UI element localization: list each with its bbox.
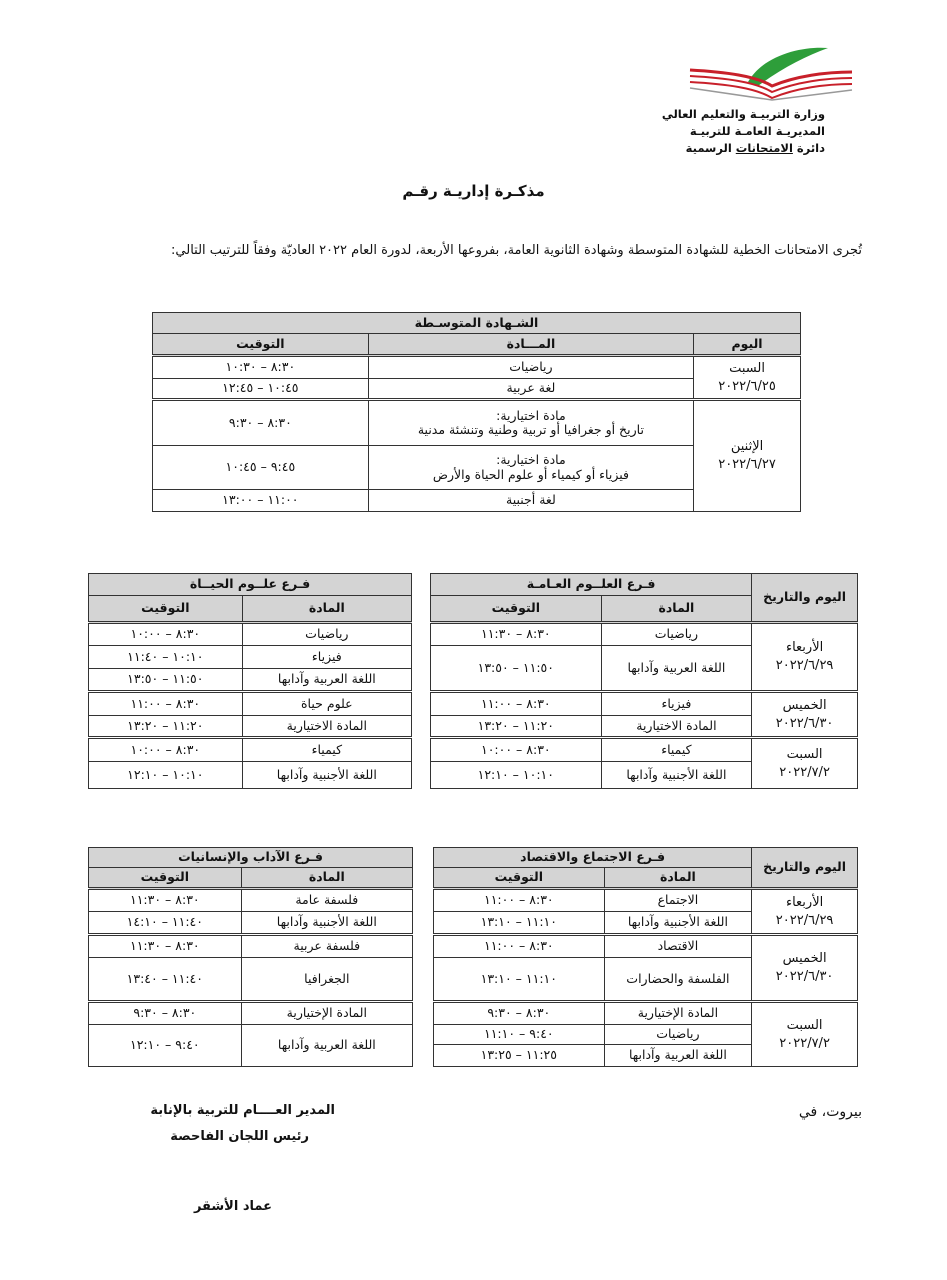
subject-cell: الجغرافيا [241,958,412,1002]
col-subject-header: المادة [241,868,412,889]
subject-cell: رياضيات [604,1025,752,1045]
col-time-header: التوقيت [89,596,243,623]
subject-cell: الفلسفة والحضارات [604,958,752,1002]
time-cell: ١١:٤٠ – ١٣:٤٠ [89,958,242,1002]
brevet-title: الشـهادة المتوسـطة [153,313,801,334]
subject-cell: اللغة الأجنبية وآدابها [601,762,752,789]
signatory-title-2: رئيس اللجان الفاحصة [170,1129,309,1144]
time-cell: ١٠:١٠ – ١١:٤٠ [89,646,243,669]
intro-paragraph: تُجرى الامتحانات الخطية للشهادة المتوسطة وشهادة الثانوية العامة، بفروعها الأربعة، لدورة العام ٢٠٢٢ العاديّة وفقاً للترتيب التالي: [171,243,862,258]
subject-cell: المادة الاختيارية [242,716,411,738]
subject-cell: اللغة الأجنبية وآدابها [241,912,412,935]
time-cell: ١٠:٤٥ – ١٢:٤٥ [153,379,369,400]
time-cell: ٨:٣٠ – ١١:٣٠ [431,623,602,646]
signatory-name: عماد الأشقر [193,1199,272,1214]
time-cell: ٨:٣٠ – ٩:٣٠ [89,1002,242,1025]
subject-cell: فيزياء [601,692,752,716]
col-time-header: التوقيت [434,868,605,889]
time-cell: ٨:٣٠ – ١١:٣٠ [89,889,242,912]
time-cell: ٨:٣٠ – ١١:٣٠ [89,935,242,958]
subject-cell: فيزياء [242,646,411,669]
col-time-header: التوقيت [431,596,602,623]
sociology-economics-table [433,847,858,1067]
day-date-cell: الخميس ٢٠٢٢/٦/٣٠ [752,935,858,1002]
time-cell: ٨:٣٠ – ١١:٠٠ [89,692,243,716]
subject-cell: مادة اختيارية: تاريخ أو جغرافيا أو تربية وطنية وتنشئة مدنية [368,400,693,446]
subject-cell: كيمياء [601,738,752,762]
time-cell: ١١:٤٠ – ١٤:١٠ [89,912,242,935]
day-date-cell: السبت ٢٠٢٢/٦/٢٥ [694,356,801,400]
subject-cell: المادة الإختيارية [241,1002,412,1025]
time-cell: ١٠:١٠ – ١٢:١٠ [89,762,243,789]
subject-cell: كيمياء [242,738,411,762]
memo-title: مذكـرة إداريـة رقـم [402,182,545,200]
directorate-name: المديريـة العامـة للتربيـة [689,124,825,138]
day-date-cell: الأربعاء ٢٠٢٢/٦/٢٩ [752,889,858,935]
humanities-table [88,847,413,1067]
ministry-name: وزارة التربيـة والتعليم العالي [661,107,825,121]
col-subject-header: المادة [604,868,752,889]
time-cell: ٨:٣٠ – ١٠:٠٠ [89,623,243,646]
col-subject-header: المادة [242,596,411,623]
time-cell: ٨:٣٠ – ١٠:٠٠ [89,738,243,762]
place-date: بيروت، في [798,1104,862,1120]
subject-cell: مادة اختيارية: فيزياء أو كيمياء أو علوم الحياة والأرض [368,446,693,490]
signatory-title-1: المدير العــــام للتربية بالإنابة [150,1103,335,1118]
time-cell: ٨:٣٠ – ١٠:٣٠ [153,356,369,379]
col-day-header: اليوم [694,334,801,356]
time-cell: ٨:٣٠ – ١٠:٠٠ [431,738,602,762]
subject-cell: فلسفة عامة [241,889,412,912]
subject-cell: لغة عربية [368,379,693,400]
time-cell: ١١:٢٥ – ١٣:٢٥ [434,1045,605,1067]
subject-cell: المادة الاختيارية [601,716,752,738]
time-cell: ١١:٥٠ – ١٣:٥٠ [431,646,602,692]
subject-cell: اللغة العربية وآدابها [242,669,411,692]
day-date-cell: السبت ٢٠٢٢/٧/٢ [752,1002,858,1067]
day-date-cell: السبت ٢٠٢٢/٧/٢ [752,738,858,789]
time-cell: ١١:٢٠ – ١٣:٢٠ [431,716,602,738]
time-cell: ٩:٤٠ – ١٢:١٠ [89,1025,242,1067]
subject-cell: رياضيات [601,623,752,646]
time-cell: ٨:٣٠ – ١١:٠٠ [434,889,605,912]
day-date-cell: الأربعاء ٢٠٢٢/٦/٢٩ [752,623,858,692]
subject-cell: رياضيات [242,623,411,646]
col-time-header: التوقيت [153,334,369,356]
day-date-cell: الخميس ٢٠٢٢/٦/٣٠ [752,692,858,738]
branch-title: فـرع الآداب والإنسانيات [89,848,413,868]
time-cell: ١١:١٠ – ١٣:١٠ [434,912,605,935]
time-cell: ٩:٤٠ – ١١:١٠ [434,1025,605,1045]
time-cell: ١١:١٠ – ١٣:١٠ [434,958,605,1002]
subject-cell: الاقتصاد [604,935,752,958]
branch-title: فـرع الاجتماع والاقتصاد [434,848,752,868]
branch-title: فـرع علــوم الحيــاة [89,574,412,596]
time-cell: ١١:٢٠ – ١٣:٢٠ [89,716,243,738]
time-cell: ١٠:١٠ – ١٢:١٠ [431,762,602,789]
col-daydate-header: اليوم والتاريخ [752,574,858,623]
subject-cell: اللغة العربية وآدابها [241,1025,412,1067]
day-date-cell: الإثنين ٢٠٢٢/٦/٢٧ [694,400,801,512]
subject-cell: اللغة الأجنبية وآدابها [604,912,752,935]
time-cell: ٨:٣٠ – ٩:٣٠ [153,400,369,446]
subject-cell: اللغة الأجنبية وآدابها [242,762,411,789]
col-time-header: التوقيت [89,868,242,889]
time-cell: ١١:٥٠ – ١٣:٥٠ [89,669,243,692]
col-daydate-header: اليوم والتاريخ [752,848,858,889]
department-name: دائرة الامتحانات الرسمية [685,141,825,155]
time-cell: ٨:٣٠ – ٩:٣٠ [434,1002,605,1025]
subject-cell: لغة أجنبية [368,490,693,512]
subject-cell: علوم حياة [242,692,411,716]
subject-cell: المادة الإختيارية [604,1002,752,1025]
subject-cell: رياضيات [368,356,693,379]
brevet-table [152,312,801,512]
subject-cell: اللغة العربية وآدابها [604,1045,752,1067]
time-cell: ٨:٣٠ – ١١:٠٠ [434,935,605,958]
general-sciences-table [430,573,858,789]
time-cell: ٨:٣٠ – ١١:٠٠ [431,692,602,716]
subject-cell: اللغة العربية وآدابها [601,646,752,692]
subject-cell: الاجتماع [604,889,752,912]
time-cell: ١١:٠٠ – ١٣:٠٠ [153,490,369,512]
life-sciences-table [88,573,412,789]
col-subject-header: المـــادة [368,334,693,356]
time-cell: ٩:٤٥ – ١٠:٤٥ [153,446,369,490]
branch-title: فـرع العلــوم العـامـة [431,574,752,596]
ministry-logo [686,42,856,102]
col-subject-header: المادة [601,596,752,623]
subject-cell: فلسفة عربية [241,935,412,958]
